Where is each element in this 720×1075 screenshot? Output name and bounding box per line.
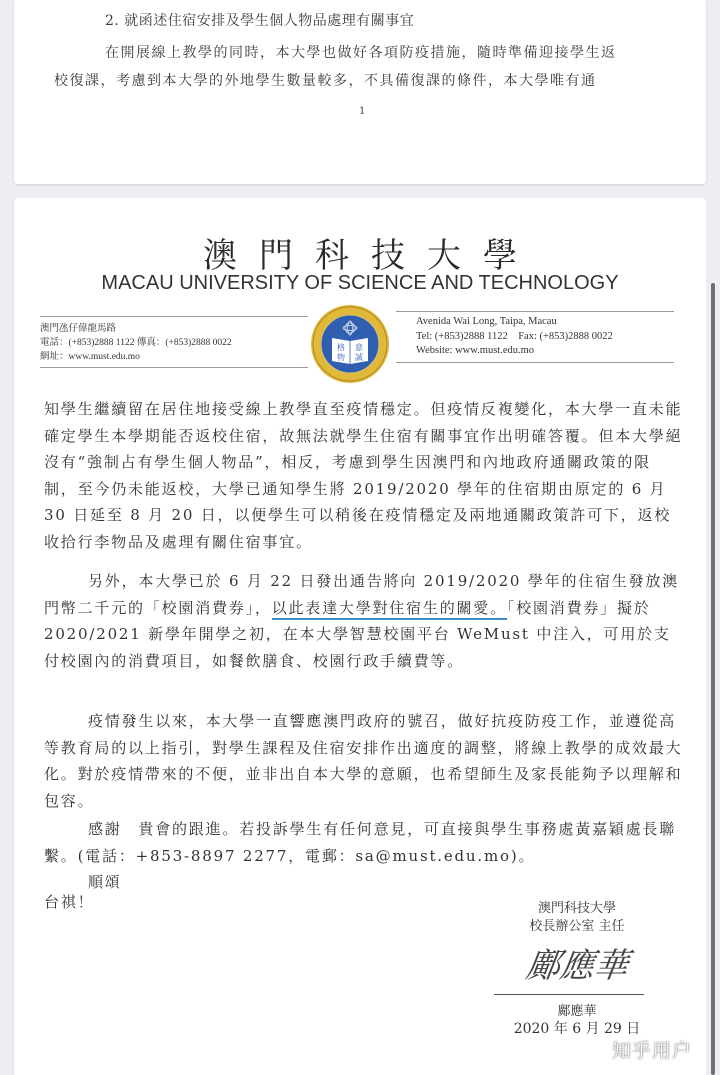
divider [40, 316, 308, 317]
paragraph-4-text: 感謝 貴會的跟進。若投訴學生有任何意見，可直接與學生事務處黃嘉穎處長聯繫。(電話：+853-8897 2277，電郵：sa@must.edu.mo)。 [44, 820, 677, 865]
signer-name: 鄺應華 [557, 1004, 597, 1019]
handwritten-signature: 鄺應華 [523, 946, 631, 986]
signer-office: 校長辦公室 主任 [529, 919, 625, 934]
paragraph-2-part-b: 「校園消費券」擬於 2020/2021 新學年開學之初，在本大學智慧校園平台 WeMust 中注入，可用於支付校園內的消費項目，如餐飲膳食、校園行政手續費等。 [44, 598, 671, 670]
paragraph-2 [44, 568, 684, 674]
paragraph-4 [44, 816, 684, 869]
section-heading: 2. 就函述住宿安排及學生個人物品處理有關事宜 [105, 13, 415, 29]
paragraph-1: 知學生繼續留在居住地接受線上教學直至疫情穩定。但疫情反複變化，本大學一直未能確定學生本學期能否返校住宿，故無法就學生住宿有關事宜作出明確答覆。但本大學絕沒有“強制占有學生個人物品”，相反，考慮到學生因澳門和內地政府通關政策的限制，至今仍未能返校，大學已通知學生將 2019/2020 學年的住宿期由原定的 6 月 30 日延至 8 月 20 日，以便學生可以稍後在疫情穩定及兩地通關政策許可下，返校收拾行李物品及處理有關住宿事宜。 [44, 400, 683, 551]
svg-text:格: 格 [337, 343, 345, 352]
phone-fax-en: Tel: (+853)2888 1122 Fax: (+853)2888 0022 [416, 330, 613, 342]
scrollbar-thumb[interactable] [711, 283, 715, 1075]
paragraph-2-part-a: 另外，本大學已於 6 月 22 日發出通告將向 2019/2020 學年的住宿生發放澳門幣二千元的「校園消費券」， [44, 572, 680, 617]
page-number: 1 [359, 106, 366, 117]
document-page-2 [14, 198, 706, 1075]
document-page-1 [14, 0, 706, 184]
svg-text:誠: 誠 [355, 353, 363, 362]
signature-line [494, 994, 644, 995]
divider [396, 311, 674, 312]
paragraph-3 [44, 708, 684, 814]
university-name-chinese: 澳門科技大學 [203, 236, 539, 276]
highlighted-text: 以此表達大學對住宿生的關愛。 [272, 599, 507, 620]
closing-salutation-2: 台祺！ [44, 893, 95, 911]
paragraph-line: 校復課，考慮到本大學的外地學生數量較多，不具備復課的條件，本大學唯有通 [54, 73, 597, 89]
signature-block [482, 900, 672, 992]
university-seal-icon [310, 304, 390, 384]
address-block-chinese [40, 322, 232, 364]
divider [40, 367, 308, 368]
letter-date: 2020 年 6 月 29 日 [513, 1021, 641, 1037]
paragraph-line: 在開展線上教學的同時，本大學也做好各項防疫措施，隨時準備迎接學生返 [105, 45, 617, 61]
signer-organization: 澳門科技大學 [537, 901, 616, 916]
divider [396, 362, 674, 363]
university-name-english: MACAU UNIVERSITY OF SCIENCE AND TECHNOLOGY [101, 272, 619, 294]
phone-fax-cn: 電話：(+853)2888 1122 傳真：(+853)2888 0022 [40, 338, 232, 348]
closing-line-1: 順頌 [88, 873, 122, 891]
paragraph-3-text: 疫情發生以來，本大學一直響應澳門政府的號召，做好抗疫防疫工作，並遵從高等教育局的以上指引，對學生課程及住宿安排作出適度的調整，將線上教學的成效最大化。對於疫情帶來的不便，並非出自本大學的意願，也希望師生及家長能夠予以理解和包容。 [44, 712, 683, 810]
address-en: Avenida Wai Long, Taipa, Macau [416, 316, 557, 327]
address-cn: 澳門氹仔偉龍馬路 [40, 324, 117, 334]
address-block-english [416, 315, 613, 359]
website-cn: 網址：www.must.edu.mo [40, 352, 140, 362]
website-en: Website: www.must.edu.mo [416, 345, 535, 356]
svg-text:物: 物 [337, 353, 345, 362]
svg-text:意: 意 [355, 343, 363, 352]
watermark: 知乎用户 [612, 1040, 693, 1062]
